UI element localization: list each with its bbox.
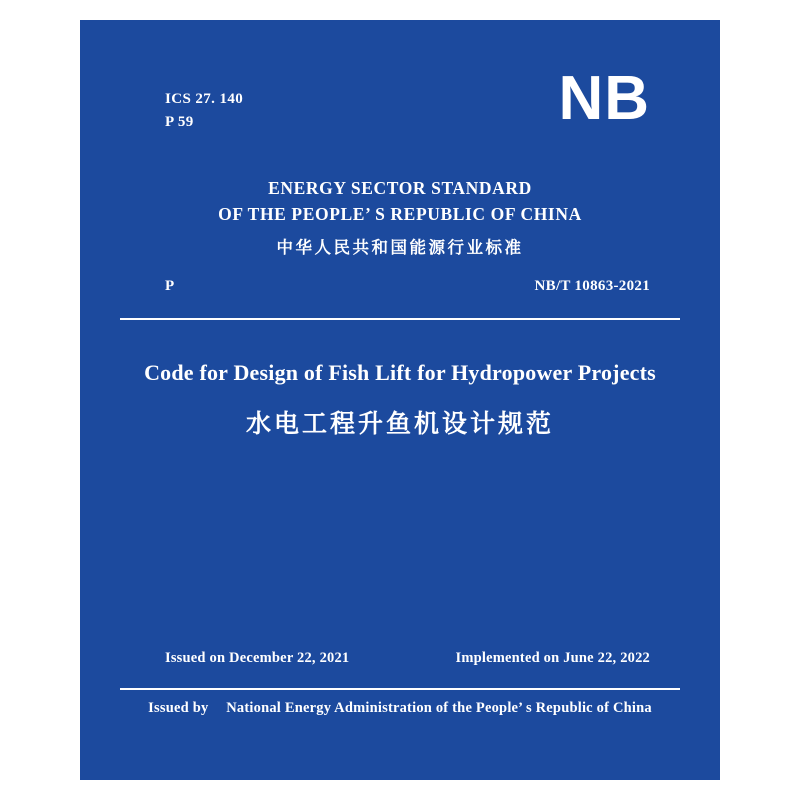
title-chinese: 水电工程升鱼机设计规范 (245, 409, 554, 438)
title-english: Code for Design of Fish Lift for Hydropower Projects (144, 360, 656, 385)
ics-number: ICS 27. 140 (165, 91, 244, 107)
issuing-organization-block (80, 175, 720, 258)
nb-logo: NB (558, 64, 650, 133)
standard-code-row (165, 278, 650, 295)
org-line-1: ENERGY SECTOR STANDARD (268, 178, 532, 198)
title-block (80, 360, 720, 440)
divider-top (120, 318, 680, 320)
org-line-chinese: 中华人民共和国能源行业标准 (276, 237, 524, 257)
dates-row (165, 650, 650, 667)
classification-code: P 59 (165, 114, 194, 131)
implemented-date: Implemented on June 22, 2022 (455, 650, 650, 666)
divider-bottom (120, 688, 680, 690)
issued-date: Issued on December 22, 2021 (165, 650, 350, 666)
category-letter: P (165, 278, 175, 294)
issued-by-organization: National Energy Administration of the People’ s Republic of China (226, 700, 652, 716)
issued-by-label: Issued by (148, 700, 209, 716)
issued-by-row (80, 700, 720, 717)
org-line-2: OF THE PEOPLE’ S REPUBLIC OF CHINA (218, 204, 582, 225)
ics-classification-block (165, 88, 243, 135)
standard-cover (80, 20, 720, 780)
standard-number: NB/T 10863-2021 (534, 278, 650, 294)
